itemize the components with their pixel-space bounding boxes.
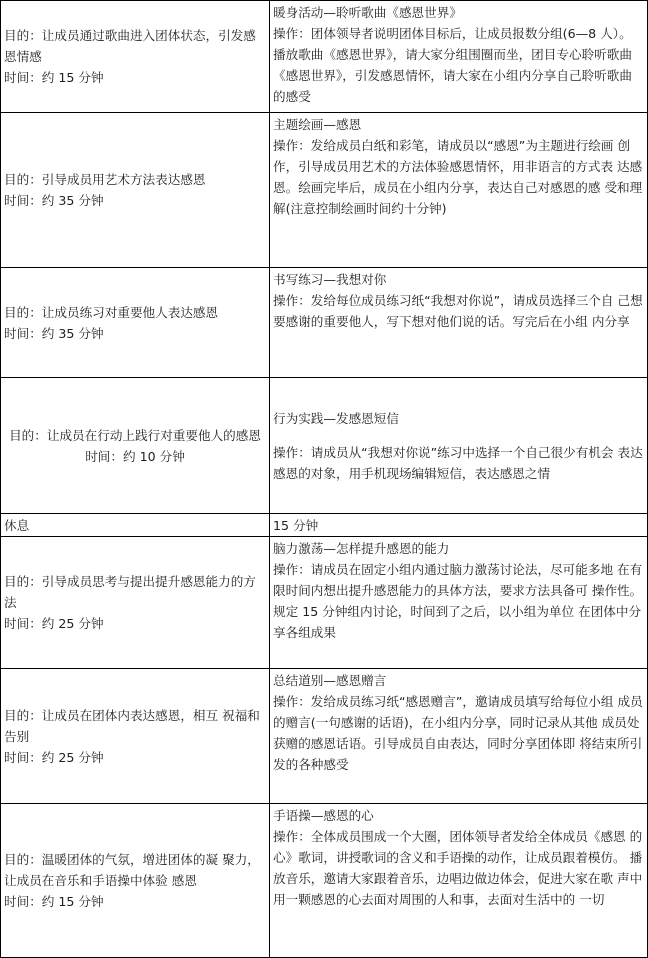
purpose-text: 目的：让成员通过歌曲进入团体状态，引发感恩情感 <box>4 28 256 64</box>
table-row <box>1 514 648 537</box>
activity-title: 书写练习—我想对你 <box>273 272 387 287</box>
time-text: 时间：约 35 分钟 <box>4 325 104 341</box>
table-row <box>1 804 648 958</box>
table-row <box>1 113 648 268</box>
operation-cell <box>270 669 648 804</box>
purpose-cell <box>1 669 270 804</box>
table-row <box>1 378 648 514</box>
time-text: 时间：约 25 分钟 <box>4 749 104 765</box>
operation-text: 操作：全体成员围成一个大圈，团体领导者发给全体成员《感恩 的心》歌词，讲授歌词的含义和手语操的动作，让成员跟着模仿。 播放音乐，邀请大家跟着音乐，边唱边做边体会，促进大家在歌 声中用一颗感恩的心去面对周围的人和事，去面对生活中的 一切 <box>273 829 643 907</box>
activity-title: 手语操—感恩的心 <box>273 808 374 823</box>
operation-text: 操作：发给成员白纸和彩笔，请成员以“感恩”为主题进行绘画 创作，引导成员用艺术的方法体验感恩情怀，用非语言的方式表 达感恩。绘画完毕后，成员在小组内分享，表达自己对感恩的感 受和理解(注意控制绘画时间约十分钟) <box>273 138 643 216</box>
purpose-text: 目的：让成员在团体内表达感恩，相互 祝福和告别 <box>4 707 260 744</box>
purpose-cell <box>1 1 270 113</box>
activity-title: 暖身活动—聆听歌曲《感恩世界》 <box>273 5 462 20</box>
purpose-text: 目的：引导成员思考与提出提升感恩能力的方法 <box>4 574 256 610</box>
operation-cell <box>270 804 648 958</box>
purpose-text: 目的：让成员练习对重要他人表达感恩 <box>4 304 219 320</box>
time-text: 时间：约 25 分钟 <box>4 616 104 631</box>
purpose-cell <box>1 113 270 268</box>
time-text: 时间：约 15 分钟 <box>4 894 104 909</box>
operation-text: 操作：请成员在固定小组内通过脑力激荡讨论法，尽可能多地 在有限时间内想出提升感恩能力的具体方法，要求方法具备可 操作性。规定 15 分钟组内讨论，时间到了之后，以小组为单位 在团体中分享各组成果 <box>273 562 643 640</box>
operation-text: 操作：发给成员练习纸“感恩赠言”，邀请成员填写给每位小组 成员的赠言(一句感谢的话语)，在小组内分享，同时记录从其他 成员处获赠的感恩话语。引导成员自由表达，同时分享团体即 将结束所引发的各种感受 <box>273 694 643 772</box>
operation-text: 操作：请成员从“我想对你说”练习中选择一个自己很少有机会 表达感恩的对象，用手机现场编辑短信，表达感恩之情 <box>273 445 643 481</box>
operation-text: 操作：团体领导者说明团体目标后，让成员报数分组(6—8 人）。播放歌曲《感恩世界》，请大家分组围圈而坐，团目专心聆听歌曲《感恩世界》，引发感恩情怀，请大家在小组内分享自己聆听歌曲 的感受 <box>273 26 632 104</box>
operation-cell <box>270 268 648 378</box>
table-row <box>1 669 648 804</box>
purpose-text: 目的：让成员在行动上践行对重要他人的感恩 <box>9 427 261 443</box>
purpose-text: 目的：温暖团体的气氛，增进团体的凝 聚力，让成员在音乐和手语操中体验 感恩 <box>4 852 260 888</box>
purpose-cell <box>1 378 270 514</box>
time-text: 时间：约 10 分钟 <box>85 448 185 464</box>
activity-title: 行为实践—发感恩短信 <box>273 411 399 426</box>
activity-title: 脑力激荡—怎样提升感恩的能力 <box>273 541 450 556</box>
rest-time-cell: 15 分钟 <box>270 514 648 537</box>
table-row <box>1 537 648 669</box>
operation-cell <box>270 537 648 669</box>
table-row <box>1 1 648 113</box>
operation-cell <box>270 1 648 113</box>
table-row <box>1 268 648 378</box>
purpose-text: 目的：引导成员用艺术方法表达感恩 <box>4 172 206 187</box>
time-text: 时间：约 35 分钟 <box>4 193 104 208</box>
operation-text: 操作：发给每位成员练习纸“我想对你说”，请成员选择三个自 己想要感谢的重要他人，写下想对他们说的话。写完后在小组 内分享 <box>273 293 643 329</box>
purpose-cell <box>1 804 270 958</box>
purpose-cell <box>1 268 270 378</box>
activity-title: 总结道别—感恩赠言 <box>273 673 387 688</box>
rest-label-cell: 休息 <box>1 514 270 537</box>
purpose-cell <box>1 537 270 669</box>
operation-cell <box>270 113 648 268</box>
operation-cell <box>270 378 648 514</box>
activity-title: 主题绘画—感恩 <box>273 117 362 132</box>
time-text: 时间：约 15 分钟 <box>4 70 104 85</box>
